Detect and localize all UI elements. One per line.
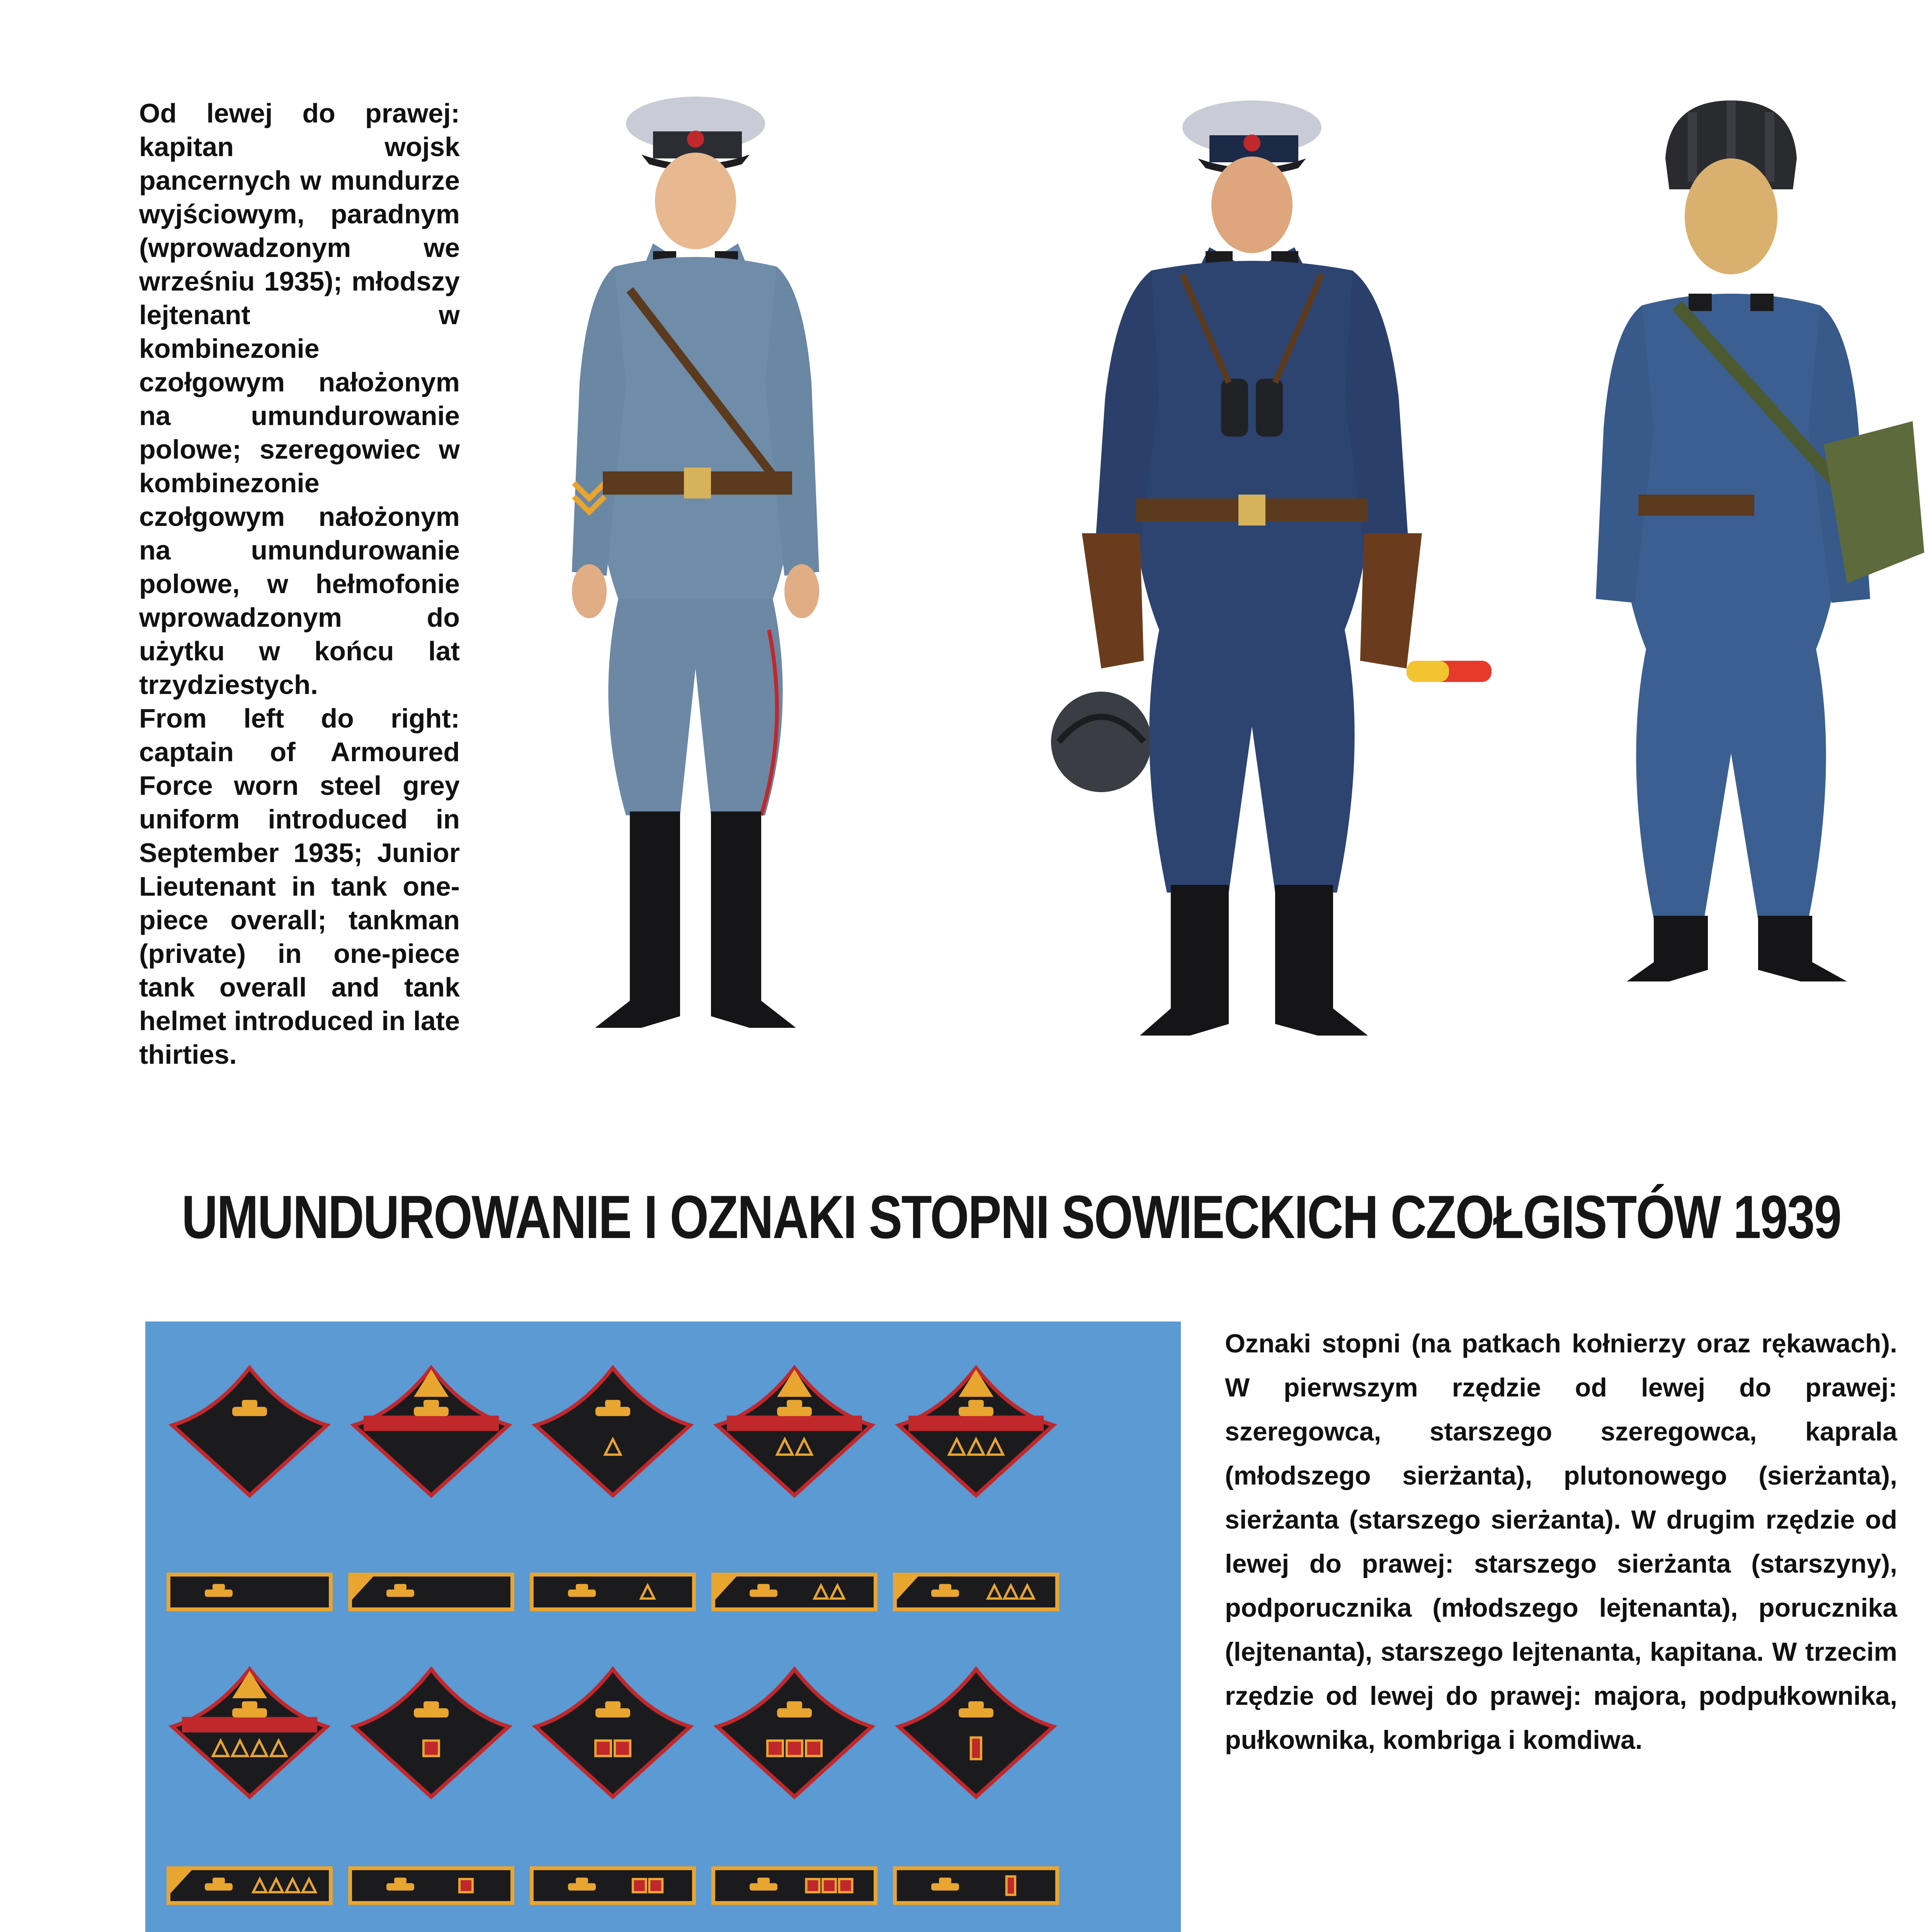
sleeve-tab: [532, 1868, 694, 1903]
tank-emblem: [750, 1590, 777, 1597]
rank-square: [787, 1741, 802, 1756]
collar-patch: [717, 1669, 872, 1797]
tank-emblem: [595, 1708, 630, 1718]
rank-square: [459, 1879, 473, 1892]
rank-square: [615, 1741, 630, 1756]
collar-patch: [899, 1669, 1053, 1797]
tank-emblem: [595, 1407, 630, 1416]
red-bar: [908, 1416, 1044, 1431]
rank-bar: [971, 1738, 981, 1759]
tank-emblem: [568, 1883, 596, 1891]
figure-captain: [526, 89, 873, 1063]
tank-emblem: [386, 1590, 414, 1597]
tank-emblem: [931, 1883, 959, 1891]
red-bar: [364, 1416, 499, 1431]
tank-emblem: [414, 1708, 449, 1718]
sleeve-tab: [350, 1575, 512, 1609]
sleeve-tab: [168, 1575, 331, 1609]
rank-square: [806, 1741, 821, 1756]
tank-emblem: [959, 1708, 993, 1718]
sleeve-tab: [895, 1868, 1057, 1903]
collar-patch: [172, 1368, 327, 1495]
sleeve-tab: [895, 1575, 1057, 1609]
tank-emblem: [959, 1407, 993, 1416]
caption-polish: Od lewej do prawej: kapitan wojsk pancernych w mundurze wyjściowym, paradnym (wprowadzonym we wrześniu 1935); młodszy lejtenant w kombinezonie czołgowym nałożonym na umundurowanie polowe; szeregowiec w kombinezonie czołgowym nałożonym na umundurowanie polowe, w hełmofonie wprowadzonym do użytku w końcu lat trzydziestych.: [139, 98, 460, 700]
figure-junior-lieutenant: [1012, 89, 1499, 1063]
tank-emblem: [750, 1883, 777, 1891]
tank-emblem: [568, 1590, 596, 1597]
rank-square: [823, 1879, 836, 1892]
tank-emblem: [205, 1883, 233, 1891]
top-caption: [139, 97, 460, 1071]
tank-emblem: [232, 1708, 267, 1718]
plate-title: UMUNDUROWANIE I OZNAKI STOPNI SOWIECKICH CZOŁGISTÓW 1939: [182, 1183, 1841, 1251]
tank-emblem: [386, 1883, 414, 1891]
ranks-text-polish: Oznaki stopni (na patkach kołnierzy oraz rękawach). W pierwszym rzędzie od lewej do prawej: szeregowca, starszego szeregowca, kaprala (młodszego sierżanta), plutonowego (sierżanta), sierżanta (starszego sierżanta). W drugim rzędzie od lewej do prawej: starszego sierżanta (starszyny), podporucznika (młodszego lejtenanta), porucznika (lejtenanta), starszego lejtenanta, kapitana. W trzecim rzędzie od lewej do prawej: majora, podpułkownika, pułkownika, kombriga i komdiwa.: [1225, 1329, 1897, 1755]
rank-square: [595, 1741, 611, 1756]
rank-square: [423, 1741, 439, 1756]
tank-emblem: [414, 1407, 449, 1416]
rank-square: [633, 1879, 646, 1892]
rank-square: [806, 1879, 820, 1892]
tank-emblem: [777, 1708, 812, 1718]
collar-patch: [354, 1669, 509, 1797]
rank-square: [767, 1741, 783, 1756]
sleeve-tab: [713, 1575, 876, 1609]
sleeve-tab: [532, 1575, 694, 1609]
rank-square: [839, 1879, 852, 1892]
red-bar: [727, 1416, 862, 1431]
red-bar: [182, 1717, 317, 1733]
sleeve-tab: [350, 1868, 512, 1903]
rank-bar: [1007, 1876, 1015, 1895]
insignia-plate: [145, 1321, 1181, 1932]
insignia-artwork: [145, 1321, 1181, 1932]
caption-english: From left do right: captain of Armoured Force worn steel grey uniform introduced in September 1935; Junior Lieutenant in tank one-piece overall; tankman (private) in one-piece tank overall and tank helmet introduced in late thirties.: [139, 703, 460, 1070]
tank-emblem: [205, 1590, 233, 1597]
tank-emblem: [931, 1590, 959, 1597]
rank-square: [649, 1879, 662, 1892]
collar-patch: [536, 1669, 690, 1797]
tank-emblem: [232, 1407, 267, 1416]
figure-private: [1577, 89, 1924, 1063]
collar-patch: [536, 1368, 690, 1495]
tank-emblem: [777, 1407, 812, 1416]
